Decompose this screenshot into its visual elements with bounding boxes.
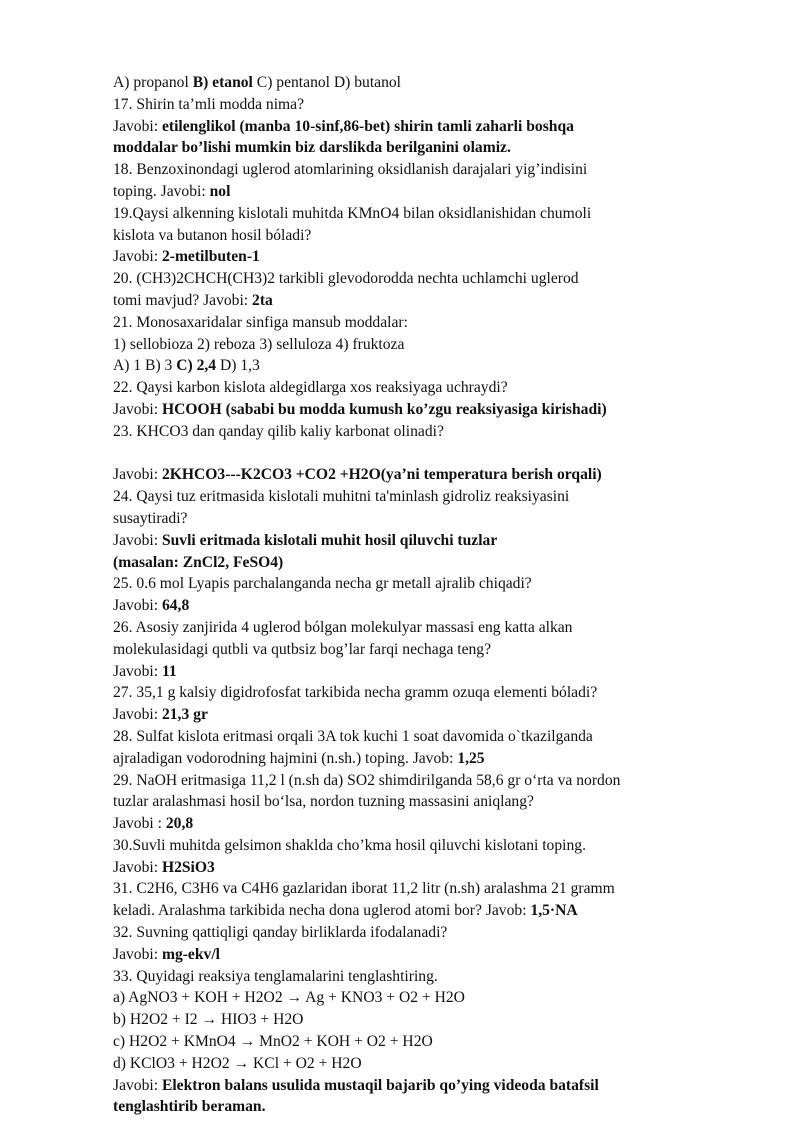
bold-text: etilenglikol (manba 10-sinf,86-bet) shirin tamli zaharli boshqa (161, 117, 574, 135)
text-segment: 1) sellobioza 2) reboza 3) selluloza 4) fruktoza (113, 335, 405, 353)
text-line (113, 1031, 673, 1053)
text-line (113, 1096, 673, 1118)
text-segment: toping. Javobi: (113, 182, 210, 200)
text-line (113, 922, 673, 944)
text-segment: ajraladigan vodorodning hajmini (n.sh.) toping. Javob: (113, 749, 458, 767)
text-line (113, 421, 673, 443)
text-line (113, 181, 673, 203)
text-segment: 22. Qaysi karbon kislota aldegidlarga xos reaksiyaga uchraydi? (113, 379, 508, 397)
text-line (113, 878, 673, 900)
bold-text: 20,8 (165, 815, 194, 833)
text-segment: 27. 35,1 g kalsiy digidrofosfat tarkibida necha gramm ozuqa elementi bóladi? (113, 684, 598, 702)
text-segment: 32. Suvning qattiqligi qanday birliklarda ifodalanadi? (113, 924, 448, 942)
text-line (113, 486, 673, 508)
text-segment: Javobi: (113, 248, 162, 266)
text-segment: Javobi: (113, 531, 162, 549)
text-segment: tuzlar aralashmasi hosil bo‘lsa, nordon tuzning massasini aniqlang? (113, 793, 534, 811)
text-segment: Javobi : (113, 815, 166, 833)
text-line (113, 355, 673, 377)
text-line (113, 661, 673, 683)
text-line (113, 464, 673, 486)
text-line (113, 203, 673, 225)
text-line (113, 312, 673, 334)
text-line (113, 813, 673, 835)
bold-text: 2KHCO3---K2CO3 +CO2 +H2O(ya’ni temperatura berish orqali) (161, 466, 602, 484)
text-line (113, 290, 673, 312)
text-line (113, 530, 673, 552)
text-line (113, 399, 673, 421)
text-line (113, 966, 673, 988)
text-segment: Javobi: (113, 400, 162, 418)
text-segment: 33. Quyidagi reaksiya tenglamalarini tenglashtiring. (113, 967, 438, 985)
text-line (113, 857, 673, 879)
text-segment: susaytiradi? (113, 509, 188, 527)
bold-text: 2ta (252, 291, 273, 309)
bold-text: C) 2,4 (176, 357, 217, 375)
text-line (113, 1075, 673, 1097)
text-line (113, 791, 673, 813)
text-segment: 28. Sulfat kislota eritmasi orqali 3A tok kuchi 1 soat davomida o`tkazilganda (113, 727, 593, 745)
text-segment: keladi. Aralashma tarkibida necha dona uglerod atomi bor? Javob: (113, 902, 531, 920)
text-line (113, 1053, 673, 1075)
text-segment: 29. NaOH eritmasiga 11,2 l (n.sh da) SO2 shimdirilganda 58,6 gr o‘rta va nordon (113, 771, 621, 789)
text-segment: 21. Monosaxaridalar sinfiga mansub moddalar: (113, 313, 408, 331)
text-line (113, 944, 673, 966)
text-line (113, 726, 673, 748)
text-segment: 20. (CH3)2CHCH(CH3)2 tarkibli glevodorodda nechta uchlamchi uglerod (113, 270, 579, 288)
bold-text: 21,3 gr (161, 706, 208, 724)
bold-text: Elektron balans usulida mustaqil bajarib qo’ying videoda batafsil (161, 1076, 599, 1094)
text-segment: 17. Shirin ta’mli modda nima? (113, 95, 304, 113)
text-segment: 24. Qaysi tuz eritmasida kislotali muhitni ta'minlash gidroliz reaksiyasini (113, 488, 570, 506)
text-segment: Javobi: (113, 706, 162, 724)
text-line (113, 617, 673, 639)
bold-text: 64,8 (161, 597, 190, 615)
bold-text: (masalan: ZnCl2, FeSO4) (113, 553, 284, 571)
bold-text: 1,5·NA (530, 902, 578, 920)
text-line (113, 595, 673, 617)
text-line (113, 72, 673, 94)
text-segment: 25. 0.6 mol Lyapis parchalanganda necha gr metall ajralib chiqadi? (113, 575, 532, 593)
text-line (113, 748, 673, 770)
text-segment: Javobi: (113, 466, 162, 484)
bold-text: Suvli eritmada kislotali muhit hosil qiluvchi tuzlar (161, 531, 498, 549)
text-line (113, 443, 673, 465)
text-line (113, 770, 673, 792)
text-line (113, 116, 673, 138)
text-segment: Javobi: (113, 597, 162, 615)
bold-text: 1,25 (457, 749, 485, 767)
text-segment: c) H2O2 + KMnO4 → MnO2 + KOH + O2 + H2O (113, 1033, 433, 1051)
text-segment: tomi mavjud? Javobi: (113, 291, 253, 309)
document-body (113, 72, 673, 1118)
text-segment: Javobi: (113, 662, 162, 680)
text-line (113, 334, 673, 356)
text-line (113, 137, 673, 159)
text-line (113, 900, 673, 922)
text-segment: b) H2O2 + I2 → HIO3 + H2O (113, 1011, 304, 1029)
text-segment: 23. KHCO3 dan qanday qilib kaliy karbonat olinadi? (113, 422, 444, 440)
text-segment: 19.Qaysi alkenning kislotali muhitda KMnO4 bilan oksidlanishidan chumoli (113, 204, 592, 222)
text-line (113, 508, 673, 530)
text-line (113, 552, 673, 574)
text-segment: 18. Benzoxinondagi uglerod atomlarining oksidlanish darajalari yig’indisini (113, 161, 588, 179)
bold-text: mg-ekv/l (161, 945, 220, 963)
bold-text: HCOOH (sababi bu modda kumush ko’zgu reaksiyasiga kirishadi) (161, 400, 607, 418)
text-segment: D) 1,3 (216, 357, 260, 375)
text-segment: d) KClO3 + H2O2 → KCl + O2 + H2O (113, 1054, 362, 1072)
text-line (113, 1009, 673, 1031)
text-segment: molekulasidagi qutbli va qutbsiz bog’lar farqi nechaga teng? (113, 640, 492, 658)
text-line (113, 704, 673, 726)
text-segment: Javobi: (113, 117, 162, 135)
text-segment: A) propanol (113, 74, 193, 91)
text-line (113, 835, 673, 857)
text-line (113, 377, 673, 399)
bold-text: tenglashtirib beraman. (113, 1098, 266, 1116)
bold-text: moddalar bo’lishi mumkin biz darslikda berilganini olamiz. (113, 139, 511, 157)
text-segment: kislota va butanon hosil bóladi? (113, 226, 312, 244)
bold-text: nol (209, 182, 231, 200)
text-segment: C) pentanol D) butanol (252, 74, 402, 91)
text-line (113, 987, 673, 1009)
text-line (113, 246, 673, 268)
bold-text: 2-metilbuten-1 (161, 248, 260, 266)
text-line (113, 682, 673, 704)
bold-text: 11 (161, 662, 177, 680)
text-line (113, 639, 673, 661)
text-segment: Javobi: (113, 1076, 162, 1094)
text-line (113, 94, 673, 116)
bold-text: B) etanol (192, 74, 253, 91)
text-segment: 30.Suvli muhitda gelsimon shaklda cho’kma hosil qiluvchi kislotani toping. (113, 836, 586, 854)
text-line (113, 225, 673, 247)
text-line (113, 268, 673, 290)
text-segment: 31. C2H6, C3H6 va C4H6 gazlaridan iborat 11,2 litr (n.sh) aralashma 21 gramm (113, 880, 615, 898)
text-line (113, 159, 673, 181)
text-segment: Javobi: (113, 858, 162, 876)
text-segment: A) 1 B) 3 (113, 357, 177, 375)
text-segment: a) AgNO3 + KOH + H2O2 → Ag + KNO3 + O2 + H2O (113, 989, 465, 1007)
text-segment: Javobi: (113, 945, 162, 963)
text-segment: 26. Asosiy zanjirida 4 uglerod bólgan molekulyar massasi eng katta alkan (113, 618, 573, 636)
text-line (113, 573, 673, 595)
bold-text: H2SiO3 (161, 858, 215, 876)
